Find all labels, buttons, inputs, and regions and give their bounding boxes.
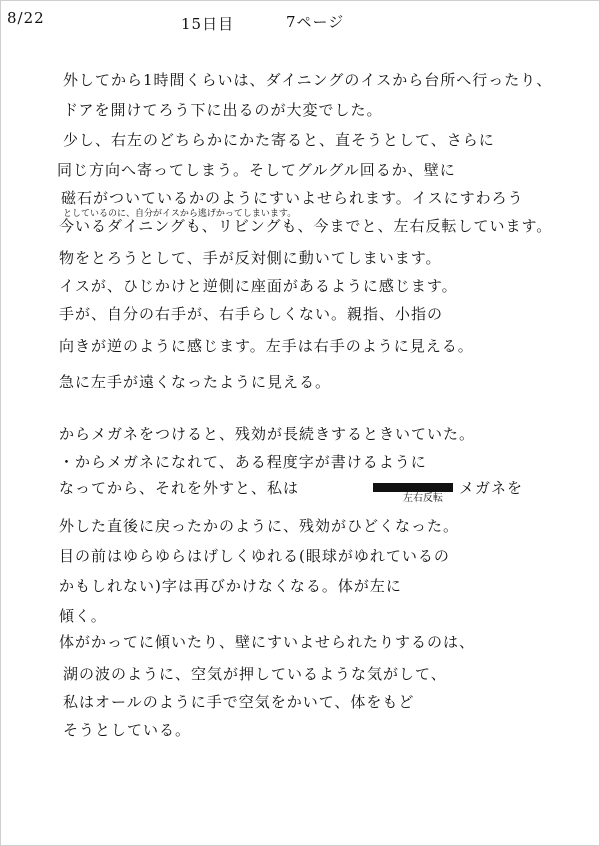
text-line: 体がかってに傾いたり、壁にすいよせられたりするのは、 bbox=[59, 633, 476, 651]
text-line: メガネを bbox=[459, 479, 524, 497]
text-line: 向きが逆のように感じます。左手は右手のように見える。 bbox=[59, 337, 474, 355]
text-line: 今いるダイニングも、リビングも、今までと、左右反転しています。 bbox=[59, 217, 553, 235]
text-line: かもしれない)字は再びかけなくなる。体が左に bbox=[59, 577, 402, 595]
text-line: 同じ方向へ寄ってしまう。そしてグルグル回るか、壁に bbox=[57, 161, 456, 179]
text-line: 手が、自分の右手が、右手らしくない。親指、小指の bbox=[59, 305, 444, 323]
text-line: 少し、右左のどちらかにかた寄ると、直そうとして、さらに bbox=[63, 131, 495, 149]
day-label: 15日目 bbox=[181, 15, 235, 33]
text-line: 磁石がついているかのようにすいよせられます。イスにすわろう bbox=[61, 189, 524, 207]
text-line: 傾く。 bbox=[59, 607, 107, 625]
text-line: ・からメガネになれて、ある程度字が書けるように bbox=[59, 453, 427, 471]
text-line: 私はオールのように手で空気をかいて、体をもど bbox=[63, 693, 415, 711]
page-label: 7ページ bbox=[286, 13, 345, 31]
text-line: そうとしている。 bbox=[63, 721, 192, 739]
text-line: なってから、それを外すと、私は bbox=[59, 479, 300, 497]
text-line: イスが、ひじかけと逆側に座面があるように感じます。 bbox=[59, 277, 458, 295]
text-line: からメガネをつけると、残効が長続きするときいていた。 bbox=[59, 425, 476, 443]
text-line: 湖の波のように、空気が押しているような気がして、 bbox=[63, 665, 447, 683]
inserted-word: 左右反転 bbox=[403, 493, 443, 504]
text-line: 外してから1時間くらいは、ダイニングのイスから台所へ行ったり、 bbox=[63, 71, 553, 89]
text-line: 物をとろうとして、手が反対側に動いてしまいます。 bbox=[59, 249, 442, 267]
text-line: 目の前はゆらゆらはげしくゆれる(眼球がゆれているの bbox=[59, 547, 450, 565]
text-line: 急に左手が遠くなったように見える。 bbox=[59, 373, 332, 391]
text-line: 外した直後に戻ったかのように、残効がひどくなった。 bbox=[59, 517, 460, 535]
text-line-small: としているのに、自分がイスから逃げかってしまいます。 bbox=[63, 209, 297, 219]
text-line: ドアを開けてろう下に出るのが大変でした。 bbox=[63, 101, 383, 119]
date-label: 8/22 bbox=[7, 9, 45, 27]
